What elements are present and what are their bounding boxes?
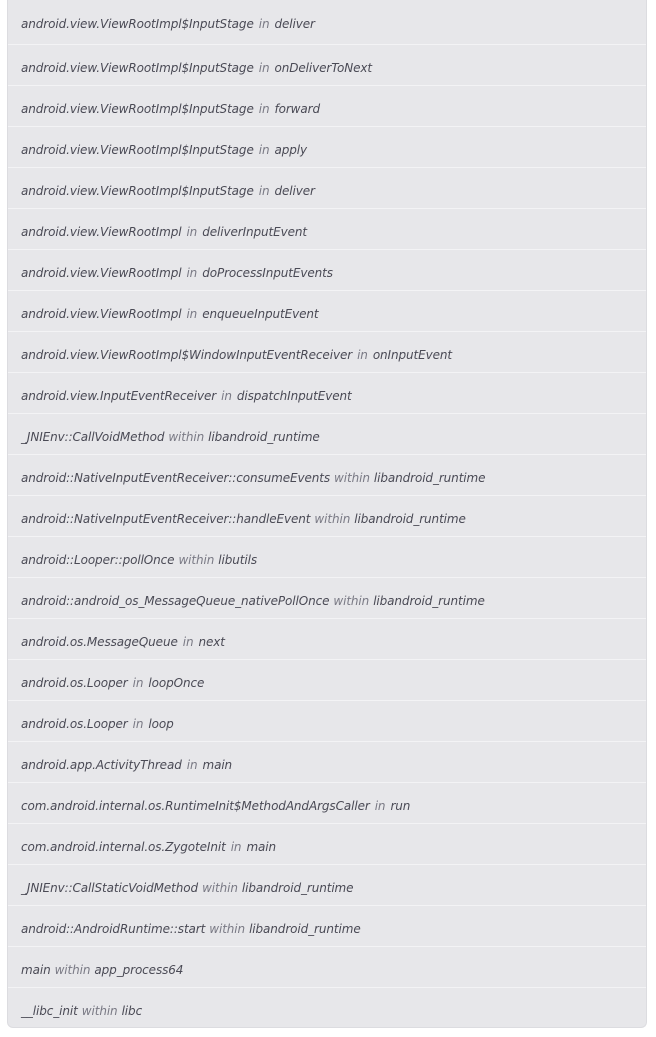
frame-module: android.view.ViewRootImpl: [21, 225, 182, 239]
stack-frame-row[interactable]: [8, 659, 646, 700]
frame-function: onDeliverToNext: [274, 61, 372, 75]
stack-frame-row[interactable]: [8, 495, 646, 536]
frame-function: libc: [121, 1004, 143, 1018]
frame-module: android::NativeInputEventReceiver::handleEvent: [21, 512, 311, 526]
frame-separator: within: [334, 471, 370, 485]
frame-function: libutils: [218, 553, 257, 567]
stack-frame-row[interactable]: [8, 44, 646, 85]
frame-function: libandroid_runtime: [241, 881, 354, 895]
frame-function: deliverInputEvent: [202, 225, 308, 239]
stack-frame-row[interactable]: [8, 741, 646, 782]
frame-separator: in: [221, 389, 232, 403]
frame-separator: in: [258, 102, 270, 116]
frame-module: android.os.Looper: [21, 717, 128, 731]
frame-separator: in: [258, 143, 270, 157]
frame-separator: in: [258, 61, 270, 75]
frame-module: android.view.ViewRootImpl$InputStage: [21, 102, 254, 116]
frame-function: app_process64: [94, 963, 184, 977]
frame-module: android.view.ViewRootImpl: [21, 307, 182, 321]
frame-separator: in: [186, 266, 198, 280]
frame-separator: in: [357, 348, 368, 362]
frame-module: main: [21, 963, 51, 977]
frame-separator: in: [258, 17, 270, 31]
stack-frame-row[interactable]: [8, 167, 646, 208]
frame-module: android::android_os_MessageQueue_nativePollOnce: [21, 594, 330, 608]
frame-function: libandroid_runtime: [354, 512, 466, 526]
frame-module: android.os.MessageQueue: [21, 635, 178, 649]
frame-module: android.view.ViewRootImpl: [21, 266, 182, 280]
frame-separator: within: [209, 922, 246, 936]
stack-frame-row[interactable]: [8, 577, 646, 618]
frame-module: android.view.ViewRootImpl$InputStage: [21, 17, 254, 31]
frame-separator: within: [178, 553, 215, 567]
stack-frame-row[interactable]: [8, 946, 646, 987]
frame-function: run: [390, 799, 411, 813]
frame-separator: within: [202, 881, 238, 895]
stack-frame-row[interactable]: [8, 618, 646, 659]
frame-module: _JNIEnv::CallVoidMethod: [21, 430, 165, 444]
frame-separator: in: [186, 307, 198, 321]
frame-module: android.app.ActivityThread: [21, 758, 182, 772]
frame-module: android::NativeInputEventReceiver::consumeEvents: [21, 471, 331, 485]
frame-function: deliver: [274, 184, 315, 198]
frame-separator: in: [230, 840, 242, 854]
frame-module: android.view.ViewRootImpl$InputStage: [21, 61, 254, 75]
frame-separator: in: [186, 225, 198, 239]
frame-separator: within: [168, 430, 205, 444]
frame-function: libandroid_runtime: [249, 922, 361, 936]
stack-frame-row[interactable]: [8, 823, 646, 864]
stack-frame-row[interactable]: [8, 454, 646, 495]
frame-separator: in: [132, 676, 144, 690]
frame-module: android.os.Looper: [21, 676, 128, 690]
stack-frame-row[interactable]: [8, 864, 646, 905]
frame-module: android.view.InputEventReceiver: [21, 389, 217, 403]
frame-function: forward: [274, 102, 321, 116]
frame-module: com.android.internal.os.ZygoteInit: [21, 840, 226, 854]
frame-module: android.view.ViewRootImpl$InputStage: [21, 184, 254, 198]
frame-function: main: [202, 758, 233, 772]
frame-module: android::Looper::pollOnce: [21, 553, 175, 567]
frame-separator: within: [81, 1004, 118, 1018]
frame-function: libandroid_runtime: [373, 594, 485, 608]
stack-frame-row[interactable]: [8, 782, 646, 823]
stack-frame-row[interactable]: [8, 331, 646, 372]
frame-module: com.android.internal.os.RuntimeInit$MethodAndArgsCaller: [21, 799, 370, 813]
frame-function: dispatchInputEvent: [236, 389, 352, 403]
stacktrace-panel: [7, 0, 647, 1028]
stack-frame-row[interactable]: [8, 372, 646, 413]
frame-function: deliver: [274, 17, 315, 31]
frame-separator: in: [258, 184, 270, 198]
frame-module: android.view.ViewRootImpl$InputStage: [21, 143, 254, 157]
frame-function: apply: [274, 143, 308, 157]
frame-function: main: [246, 840, 277, 854]
frame-function: loopOnce: [148, 676, 205, 690]
frame-separator: within: [314, 512, 351, 526]
frame-function: enqueueInputEvent: [202, 307, 319, 321]
frame-separator: in: [186, 758, 198, 772]
stack-frame-row[interactable]: [8, 700, 646, 741]
stack-frame-row[interactable]: [8, 208, 646, 249]
frame-function: next: [198, 635, 225, 649]
frame-separator: in: [374, 799, 386, 813]
frame-module: __libc_init: [21, 1004, 78, 1018]
stack-frame-row[interactable]: [8, 413, 646, 454]
stack-frame-row[interactable]: [8, 536, 646, 577]
frame-function: loop: [148, 717, 174, 731]
frame-function: libandroid_runtime: [373, 471, 486, 485]
frame-module: _JNIEnv::CallStaticVoidMethod: [21, 881, 199, 895]
stack-frame-row[interactable]: [8, 905, 646, 946]
frame-separator: in: [132, 717, 144, 731]
frame-function: onInputEvent: [372, 348, 453, 362]
frame-separator: within: [333, 594, 370, 608]
frame-separator: in: [182, 635, 194, 649]
stack-frame-row[interactable]: [8, 987, 646, 1028]
stack-frame-row[interactable]: [8, 290, 646, 331]
stack-frame-row[interactable]: [8, 0, 646, 44]
frame-module: android::AndroidRuntime::start: [21, 922, 206, 936]
stack-frame-row[interactable]: [8, 85, 646, 126]
frame-module: android.view.ViewRootImpl$WindowInputEventReceiver: [21, 348, 353, 362]
frame-function: libandroid_runtime: [208, 430, 320, 444]
frame-function: doProcessInputEvents: [202, 266, 333, 280]
stack-frame-row[interactable]: [8, 126, 646, 167]
stack-frame-row[interactable]: [8, 249, 646, 290]
frame-separator: within: [54, 963, 91, 977]
